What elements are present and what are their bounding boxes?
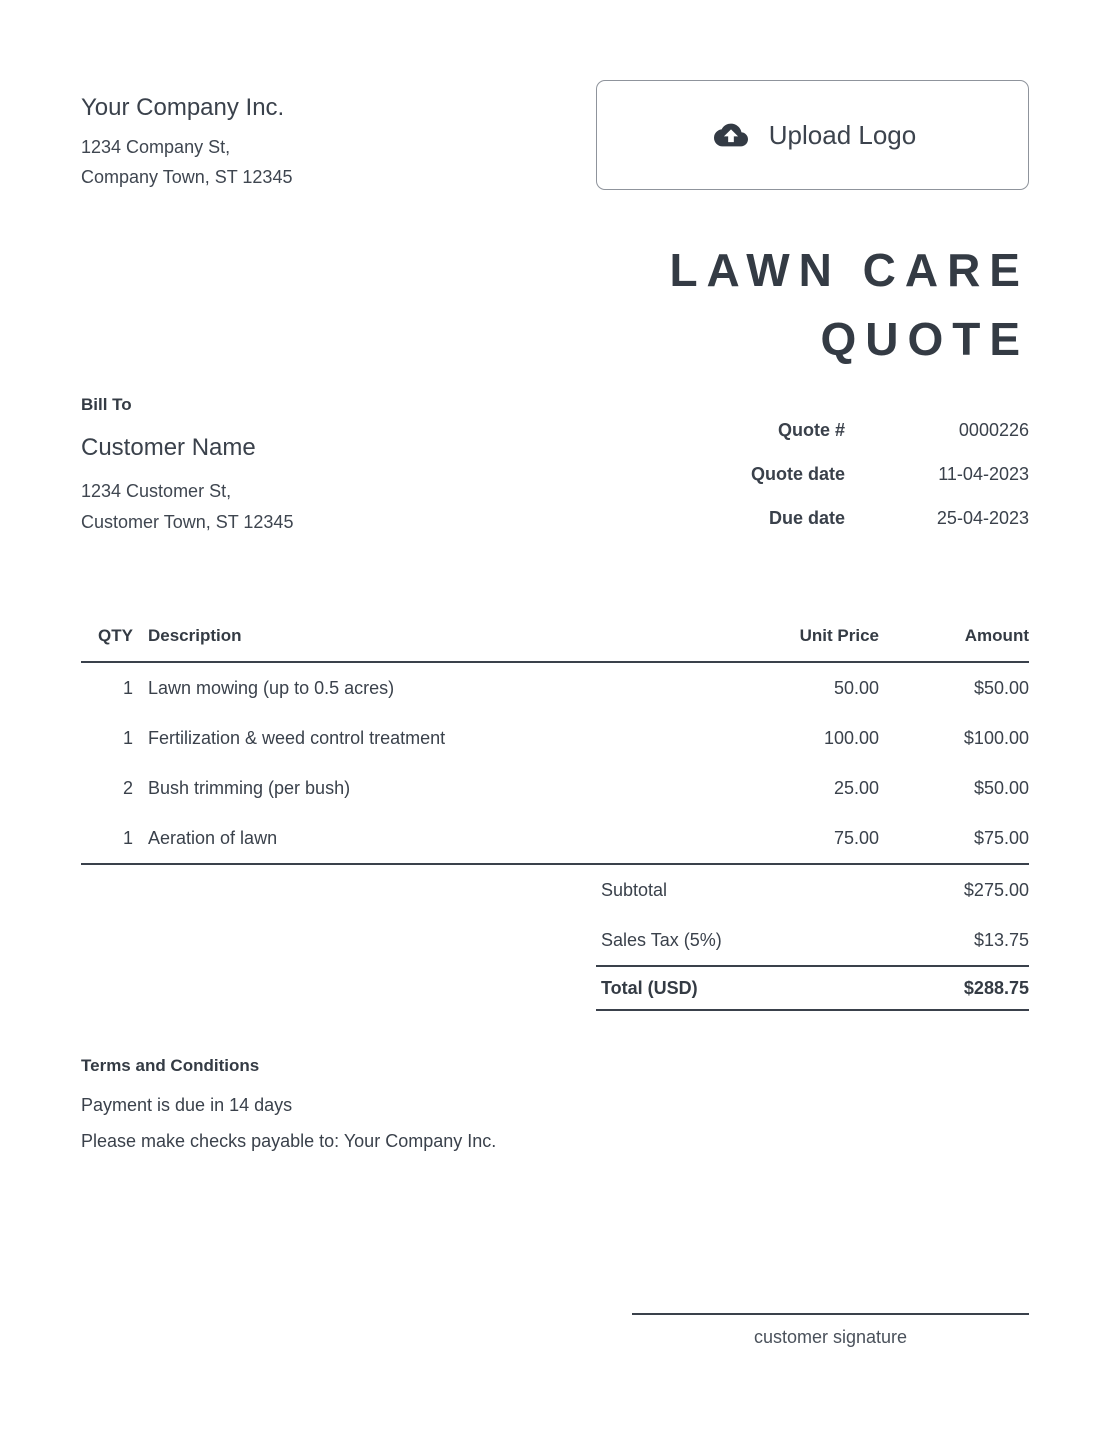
- row-amount: $100.00: [963, 727, 1029, 748]
- company-block: [81, 92, 292, 192]
- header: [81, 80, 1029, 192]
- due-date-row: [596, 496, 1029, 540]
- company-address: [81, 132, 292, 192]
- company-name: Your Company Inc.: [81, 94, 285, 121]
- subtotal-value: $275.00: [963, 879, 1029, 900]
- row-description: Lawn mowing (up to 0.5 acres): [148, 677, 395, 698]
- row-qty: 1: [122, 677, 133, 698]
- company-address-line1: 1234 Company St,: [81, 137, 231, 157]
- row-description: Bush trimming (per bush): [148, 777, 351, 798]
- bill-to-heading: Bill To: [81, 395, 132, 414]
- quote-meta: [596, 408, 1029, 540]
- total-label: Total (USD): [601, 977, 698, 998]
- total-value: $288.75: [963, 977, 1029, 998]
- quote-number-value: 0000226: [958, 419, 1029, 440]
- document-title: [81, 236, 1029, 374]
- row-qty: 1: [122, 827, 133, 848]
- bill-to-block: [81, 394, 293, 540]
- row-unit-price: 25.00: [833, 777, 879, 798]
- quote-date-value: 11-04-2023: [938, 463, 1029, 484]
- terms-heading: Terms and Conditions: [81, 1056, 260, 1075]
- sales-tax-label: Sales Tax (5%): [601, 929, 722, 950]
- subtotal-label: Subtotal: [601, 879, 668, 900]
- table-row: [81, 763, 1029, 813]
- customer-address-line2: Customer Town, ST 12345: [81, 512, 294, 532]
- subtotal-row: [596, 865, 1029, 915]
- upload-logo-label: Upload Logo: [768, 119, 917, 150]
- row-amount: $75.00: [973, 827, 1029, 848]
- row-description: Aeration of lawn: [148, 827, 278, 848]
- signature-label: customer signature: [753, 1327, 908, 1347]
- cloud-upload-icon: [709, 118, 753, 152]
- signature-section: [81, 1313, 1029, 1349]
- due-date-label: Due date: [768, 507, 845, 528]
- quote-number-label: Quote #: [777, 419, 845, 440]
- customer-address: [81, 476, 293, 538]
- signature-block: [632, 1313, 1029, 1349]
- row-description: Fertilization & weed control treatment: [148, 727, 446, 748]
- items-table: [81, 626, 1029, 865]
- info-row: [81, 394, 1029, 540]
- totals-section: [81, 865, 1029, 1011]
- total-row: [596, 965, 1029, 1011]
- terms-line1: Payment is due in 14 days: [81, 1095, 293, 1115]
- terms-body: [81, 1087, 1029, 1159]
- document-title-line2: QUOTE: [820, 313, 1029, 365]
- row-qty: 1: [122, 727, 133, 748]
- row-amount: $50.00: [973, 777, 1029, 798]
- header-amount: Amount: [964, 626, 1029, 645]
- row-unit-price: 75.00: [833, 827, 879, 848]
- sales-tax-row: [596, 915, 1029, 965]
- sales-tax-value: $13.75: [973, 929, 1029, 950]
- quote-date-row: [596, 452, 1029, 496]
- signature-line: [632, 1313, 1029, 1315]
- table-row: [81, 813, 1029, 863]
- totals-block: [596, 865, 1029, 1011]
- table-row: [81, 663, 1029, 713]
- row-unit-price: 100.00: [823, 727, 879, 748]
- company-address-line2: Company Town, ST 12345: [81, 167, 293, 187]
- quote-number-row: [596, 408, 1029, 452]
- row-amount: $50.00: [973, 677, 1029, 698]
- table-row: [81, 713, 1029, 763]
- table-header-row: [81, 626, 1029, 663]
- document-title-line1: LAWN CARE: [669, 244, 1029, 296]
- header-qty: QTY: [98, 626, 133, 645]
- customer-name: Customer Name: [81, 434, 256, 461]
- row-qty: 2: [122, 777, 133, 798]
- upload-logo-button[interactable]: [596, 80, 1029, 190]
- terms-line2: Please make checks payable to: Your Company Inc.: [81, 1131, 497, 1151]
- header-description: Description: [148, 626, 242, 645]
- terms-section: [81, 1055, 1029, 1159]
- customer-address-line1: 1234 Customer St,: [81, 481, 232, 501]
- header-unit-price: Unit Price: [799, 626, 879, 645]
- quote-date-label: Quote date: [750, 463, 845, 484]
- row-unit-price: 50.00: [833, 677, 879, 698]
- due-date-value: 25-04-2023: [936, 507, 1029, 528]
